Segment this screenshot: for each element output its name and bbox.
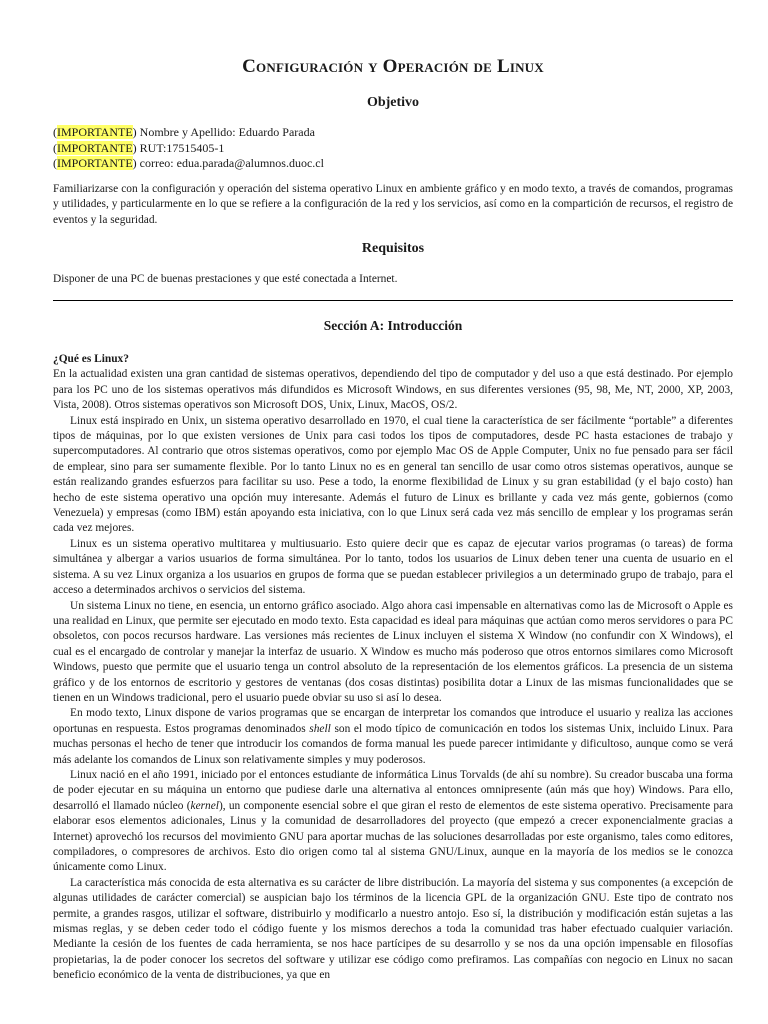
- requirements-heading: Requisitos: [361, 241, 425, 256]
- kernel-term: kernel: [190, 799, 219, 812]
- paragraph-4: Un sistema Linux no tiene, en esencia, un entorno gráfico asociado. Algo ahora casi impensable en alternativas como las de Microsoft o Apple es una realidad en Linux, que permite ser ejecutado en modo texto. Esta capacidad es ideal para máquinas que actúan como meros servidores o para PC obsoletos, con pocos recursos hardware. Las versiones más recientes de Linux incluyen el sistema X Window (no confundir con X Windows), el cual es el encargado de controlar y manejar la interfaz de usuario. X Window es mucho más poderoso que otros entornos similares como Microsoft Windows, puesto que permite que el usuario tenga un control absoluto de la representación de los elementos gráficos. La presencia de un sistema gráfico y de los entornos de escritorio y gestores de ventanas (dos cosas distintas) posibilita dotar a Linux de las mismas funcionalidades que se tienen en un Windows tradicional, pero el usuario puede obviar su uso si así lo desea.: [53, 599, 733, 704]
- important-tag: IMPORTANTE: [57, 140, 133, 155]
- important-tag: IMPORTANTE: [57, 156, 133, 170]
- paragraph-5-end: son el modo típico de comunicación en todos los sistemas Unix, incluido Linux. Para muchas personas el hecho de tener que introducir los comandos de forma manual les puede parecer intimidante y dificultoso, aunque como se verá más adelante los comandos de Linux son relativamente simples y muy poderosos.: [53, 722, 733, 766]
- paragraph-2: Linux está inspirado en Unix, un sistema operativo desarrollado en 1970, el cual tiene la característica de ser fácilmente “portable” a diferentes tipos de máquinas, por lo que existen versiones de Unix para casi todos los tipos de computadores, desde PC hasta estaciones de trabajo y supercomputadores. Al contrario que otros sistemas operativos, como por ejemplo Mac OS de Apple Computer, Unix no fue pensado para ser fácil de emplear, sino para ser sumamente flexible. Por lo tanto Linux no es en general tan sencillo de usar como otros sistemas operativos, aunque se están realizando grandes esfuerzos para facilitar su uso. Pese a todo, la enorme flexibilidad de Linux y su gran estabilidad (y el bajo costo) han hecho de este sistema operativo una opción muy interesante. Además el futuro de Linux es brillante y cada vez más gente, gobiernos (como Venezuela) y empresas (como IBM) están apoyando esta iniciativa, con lo que Linux será cada vez más sencillo de emplear y los programas serán cada vez mejores.: [53, 414, 733, 535]
- student-info: [53, 125, 733, 172]
- student-rut: RUT:17515405-1: [139, 140, 225, 155]
- paragraph-6: [53, 768, 733, 876]
- paragraph-1: En la actualidad existen una gran cantidad de sistemas operativos, dependiendo del tipo de computador y del uso a que está destinado. Por ejemplo para los PC uno de los sistemas operativos más difundidos es Microsoft Windows, en sus diferentes versiones (95, 98, Me, NT, 2000, XP, 2003, Vista, 2008). Otros sistemas operativos son Microsoft DOS, Unix, Linux, MacOS, OS/2.: [53, 368, 733, 412]
- student-email-line: (IMPORTANTE) correo: edua.parada@alumnos.duoc.cl: [53, 156, 324, 170]
- student-rut-line: (IMPORTANTE) RUT:17515405-1: [53, 140, 225, 155]
- requirements-text: Disponer de una PC de buenas prestaciones y que esté conectada a Internet.: [53, 273, 398, 285]
- paragraph-3: Linux es un sistema operativo multitarea y multiusuario. Esto quiere decir que es capaz de ejecutar varios programas (o tareas) de forma simultánea y albergar a varios usuarios de forma simultánea. Por lo tanto, todos los usuarios de Linux deben tener una cuenta de usuario en el sistema. A su vez Linux organiza a los usuarios en grupos de forma que se puedan establecer privilegios a un determinado grupo de trabajo, para el acceso a determinados archivos o servicios del sistema.: [53, 537, 733, 597]
- paragraph-6-end: ), un componente esencial sobre el que giran el resto de elementos de este sistema operativo. Precisamente para elaborar esos elementos adicionales, Linus y la comunidad de desarrolladores del proyecto (que empezó a crecer exponencialmente gracias a Internet) aprovechó los recursos del movimiento GNU para aportar muchas de las soluciones desarrolladas por este organismo, tales como editores, compiladores, o compresores de archivos. Esto dio origen como tal al sistema GNU/Linux, aunque en la mayoría de los medios se le conozca únicamente como Linux.: [53, 799, 733, 874]
- important-tag: IMPORTANTE: [57, 125, 133, 139]
- paragraph-5-start: En modo texto, Linux dispone de varios programas que se encargan de interpretar los comandos que introduce el usuario y realiza las acciones oportunas en respuesta. Estos programas denominados: [53, 707, 733, 735]
- objective-heading: Objetivo: [366, 95, 420, 110]
- section-a-body: [53, 352, 733, 984]
- section-a-heading: Sección A: Introducción: [323, 318, 463, 333]
- paragraph-6-start: Linux nació en el año 1991, iniciado por el entonces estudiante de informática Linus Torvalds (de ahí su nombre). Su creador buscaba una forma de poder ejecutar en su máquina un entorno que pudiese darle una alternativa al entonces omnipresente (aún más que hoy) Windows. Para ello, desarrolló el llamado núcleo (: [53, 768, 733, 812]
- objective-text: Familiarizarse con la configuración y operación del sistema operativo Linux en ambiente gráfico y en modo texto, a través de comandos, programas y utilidades, y particularmente en lo que se refiere a la configuración de la red y los servicios, así como en la compartición de recursos, el registro de eventos y la seguridad.: [53, 183, 733, 226]
- student-email: correo: edua.parada@alumnos.duoc.cl: [139, 156, 324, 170]
- paragraph-5: [53, 706, 733, 768]
- student-name-line: (IMPORTANTE) Nombre y Apellido: Eduardo Parada: [53, 125, 315, 139]
- section-divider: [53, 300, 733, 301]
- shell-term: shell: [309, 722, 331, 735]
- student-name: Nombre y Apellido: Eduardo Parada: [139, 125, 315, 139]
- document-title: Configuración y Operación de Linux: [242, 56, 544, 77]
- question-heading: ¿Qué es Linux?: [53, 353, 129, 365]
- paragraph-7: La característica más conocida de esta alternativa es su carácter de libre distribución. La mayoría del sistema y sus componentes (a excepción de algunas utilidades de carácter comercial) se auspician bajo los términos de la licencia GPL de la organización GNU. Este tipo de contrato nos permite, a grandes rasgos, utilizar el software, distribuirlo y modificarlo a nuestro antojo. Eso sí, la distribución y modificación están sujetas a las mismas reglas, y se deben ceder todo el código fuente y los mismos derechos a toda la comunidad tras haber efectuado cualquier variación. Mediante la cesión de los fuentes de cada herramienta, se nos hace partícipes de su desarrollo y se nos da una opción impensable en filosofías propietarias, la de poder conocer los secretos del software y utilizar ese código como prefiramos. Las compañías con negocio en Linux no sacan beneficio económico de la venta de distribuciones, ya que en: [53, 876, 733, 982]
